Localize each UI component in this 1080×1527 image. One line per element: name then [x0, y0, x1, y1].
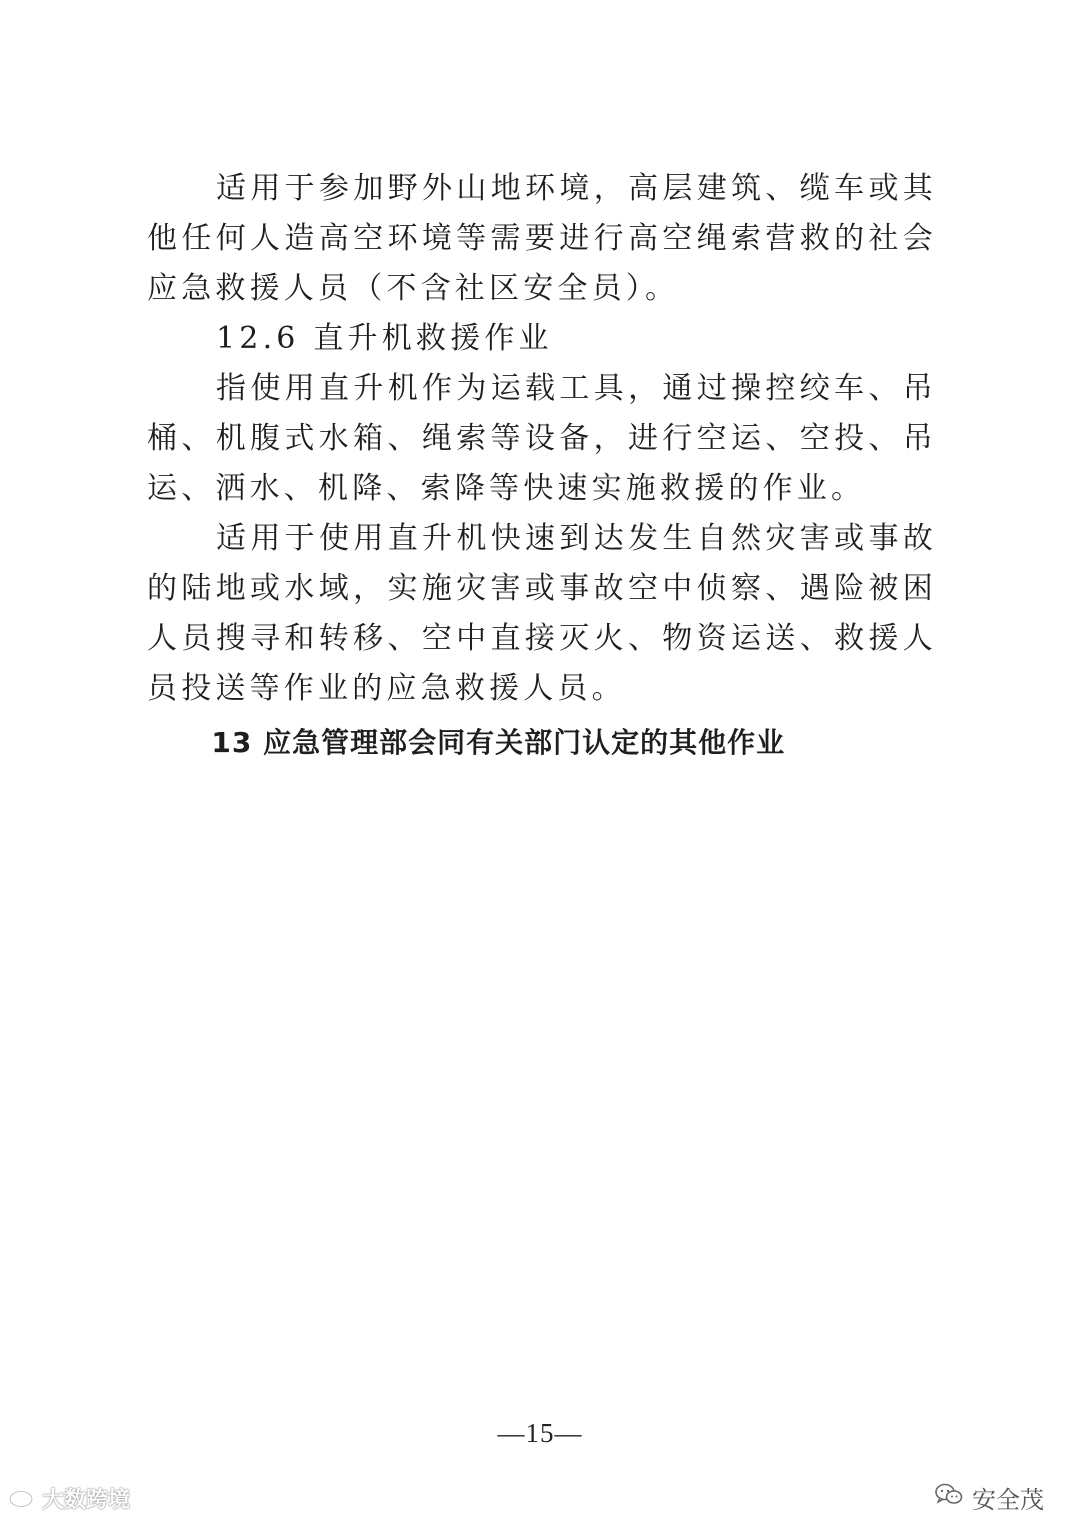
wechat-logo-icon: [934, 1482, 964, 1514]
subsection-heading-12-6: 12.6 直升机救援作业: [216, 321, 553, 356]
paragraph-applicability-helicopter-rescue: 适用于使用直升机快速到达发生自然灾害或事故的陆地或水域，实施灾害或事故空中侦察、遇险被困人员搜寻和转移、空中直接灭火、物资运送、救援人员投送等作业的应急救援人员。: [147, 521, 937, 706]
weibo-logo-icon: [8, 1484, 38, 1514]
watermark-left: [8, 1483, 130, 1514]
watermark-right: [934, 1480, 1044, 1515]
body-text: [147, 164, 937, 768]
page-number: —15—: [497, 1418, 583, 1448]
paragraph-applicability-rope-rescue: 适用于参加野外山地环境，高层建筑、缆车或其他任何人造高空环境等需要进行高空绳索营救的社会应急救援人员（不含社区安全员）。: [147, 171, 937, 306]
watermark-left-text: 大数跨境: [42, 1488, 131, 1513]
paragraph-definition-helicopter-rescue: 指使用直升机作为运载工具，通过操控绞车、吊桶、机腹式水箱、绳索等设备，进行空运、空投、吊运、洒水、机降、索降等快速实施救援的作业。: [147, 371, 937, 506]
section-heading-13: 13 应急管理部会同有关部门认定的其他作业: [211, 726, 786, 759]
watermark-right-text: 安全茂: [972, 1486, 1044, 1514]
